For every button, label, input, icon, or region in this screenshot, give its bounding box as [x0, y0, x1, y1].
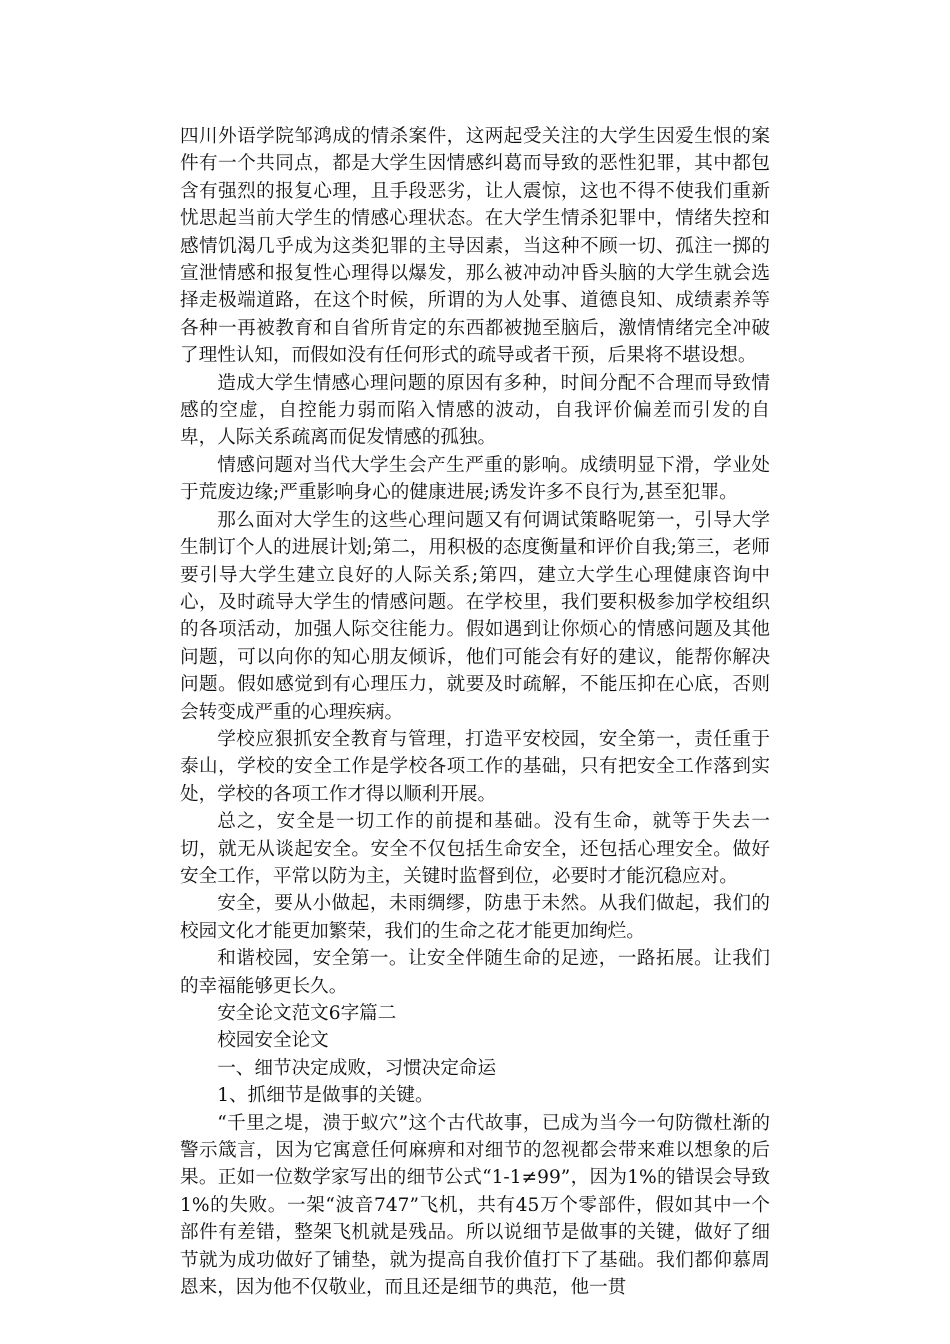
paragraph-strategies: 那么面对大学生的这些心理问题又有何调试策略呢第一，引导大学生制订个人的进展计划;第二，用积极的态度衡量和评价自我;第三，老师要引导大学生建立良好的人际关系;第四，建立大学生心理健康咨询中心，及时疏导大学生的情感问题。在学校里，我们要积极参加学校组织的各项活动，加强人际交往能力。假如遇到让你烦心的情感问题及其他问题，可以向你的知心朋友倾诉，他们可能会有好的建议，能帮你解决问题。假如感觉到有心理压力，就要及时疏解，不能压抑在心底，否则会转变成严重的心理疾病。 [180, 509, 770, 723]
paragraph-impact: 情感问题对当代大学生会产生严重的影响。成绩明显下滑，学业处于荒废边缘;严重影响身心的健康进展;诱发许多不良行为,甚至犯罪。 [180, 454, 770, 504]
paragraph-harmony: 和谐校园，安全第一。让安全伴随生命的足迹，一路拓展。让我们的幸福能够更长久。 [180, 948, 770, 997]
document-page [180, 123, 770, 1301]
subsection-heading-1: 1、抓细节是做事的关键。 [217, 1085, 434, 1107]
section-heading-1: 一、细节决定成败，习惯决定命运 [217, 1057, 497, 1079]
paragraph-causes: 造成大学生情感心理问题的原因有多种，时间分配不合理而导致情感的空虚，自控能力弱而陷入情感的波动，自我评价偏差而引发的自卑，人际关系疏离而促发情感的孤独。 [180, 372, 770, 449]
paragraph-school-safety: 学校应狠抓安全教育与管理，打造平安校园，安全第一，责任重于泰山，学校的安全工作是学校各项工作的基础，只有把安全工作落到实处，学校的各项工作才得以顺利开展。 [180, 728, 770, 805]
paragraph-summary: 总之，安全是一切工作的前提和基础。没有生命，就等于失去一切，就无从谈起安全。安全不仅包括生命安全，还包括心理安全。做好安全工作，平常以防为主，关键时监督到位，必要时才能沉稳应对。 [180, 811, 770, 887]
paragraph-continuation: 四川外语学院邹鸿成的情杀案件，这两起受关注的大学生因爱生恨的案件有一个共同点，都是大学生因情感纠葛而导致的恶性犯罪，其中都包含有强烈的报复心理，且手段恶劣，让人震惊，这也不得不使我们重新忧思起当前大学生的情感心理状态。在大学生情杀犯罪中，情绪失控和感情饥渴几乎成为这类犯罪的主导因素，当这种不顾一切、孤注一掷的宣泄情感和报复性心理得以爆发，那么被冲动冲昏头脑的大学生就会选择走极端道路，在这个时候，所谓的为人处事、道德良知、成绩素养等各种一再被教育和自省所肯定的东西都被抛至脑后，激情情绪完全冲破了理性认知，而假如没有任何形式的疏导或者干预，后果将不堪设想。 [180, 126, 770, 367]
section-title: 安全论文范文6字篇二 [217, 1003, 397, 1024]
essay-title: 校园安全论文 [217, 1030, 329, 1052]
paragraph-details: “千里之堤，溃于蚁穴”这个古代故事，已成为当今一句防微杜渐的警示箴言，因为它寓意任何麻痹和对细节的忽视都会带来难以想象的后果。正如一位数学家写出的细节公式“1-1≠99”，因为1%的错误会导致1%的失败。一架“波音747”飞机，共有45万个零部件，假如其中一个部件有差错，整架飞机就是残品。所以说细节是做事的关键，做好了细节就为成功做好了铺垫，就为提高自我价值打下了基础。我们都仰慕周恩来，因为他不仅敬业，而且还是细节的典范，他一贯 [180, 1112, 770, 1299]
paragraph-start-small: 安全，要从小做起，未雨绸缪，防患于未然。从我们做起，我们的校园文化才能更加繁荣，我们的生命之花才能更加绚烂。 [180, 893, 770, 942]
